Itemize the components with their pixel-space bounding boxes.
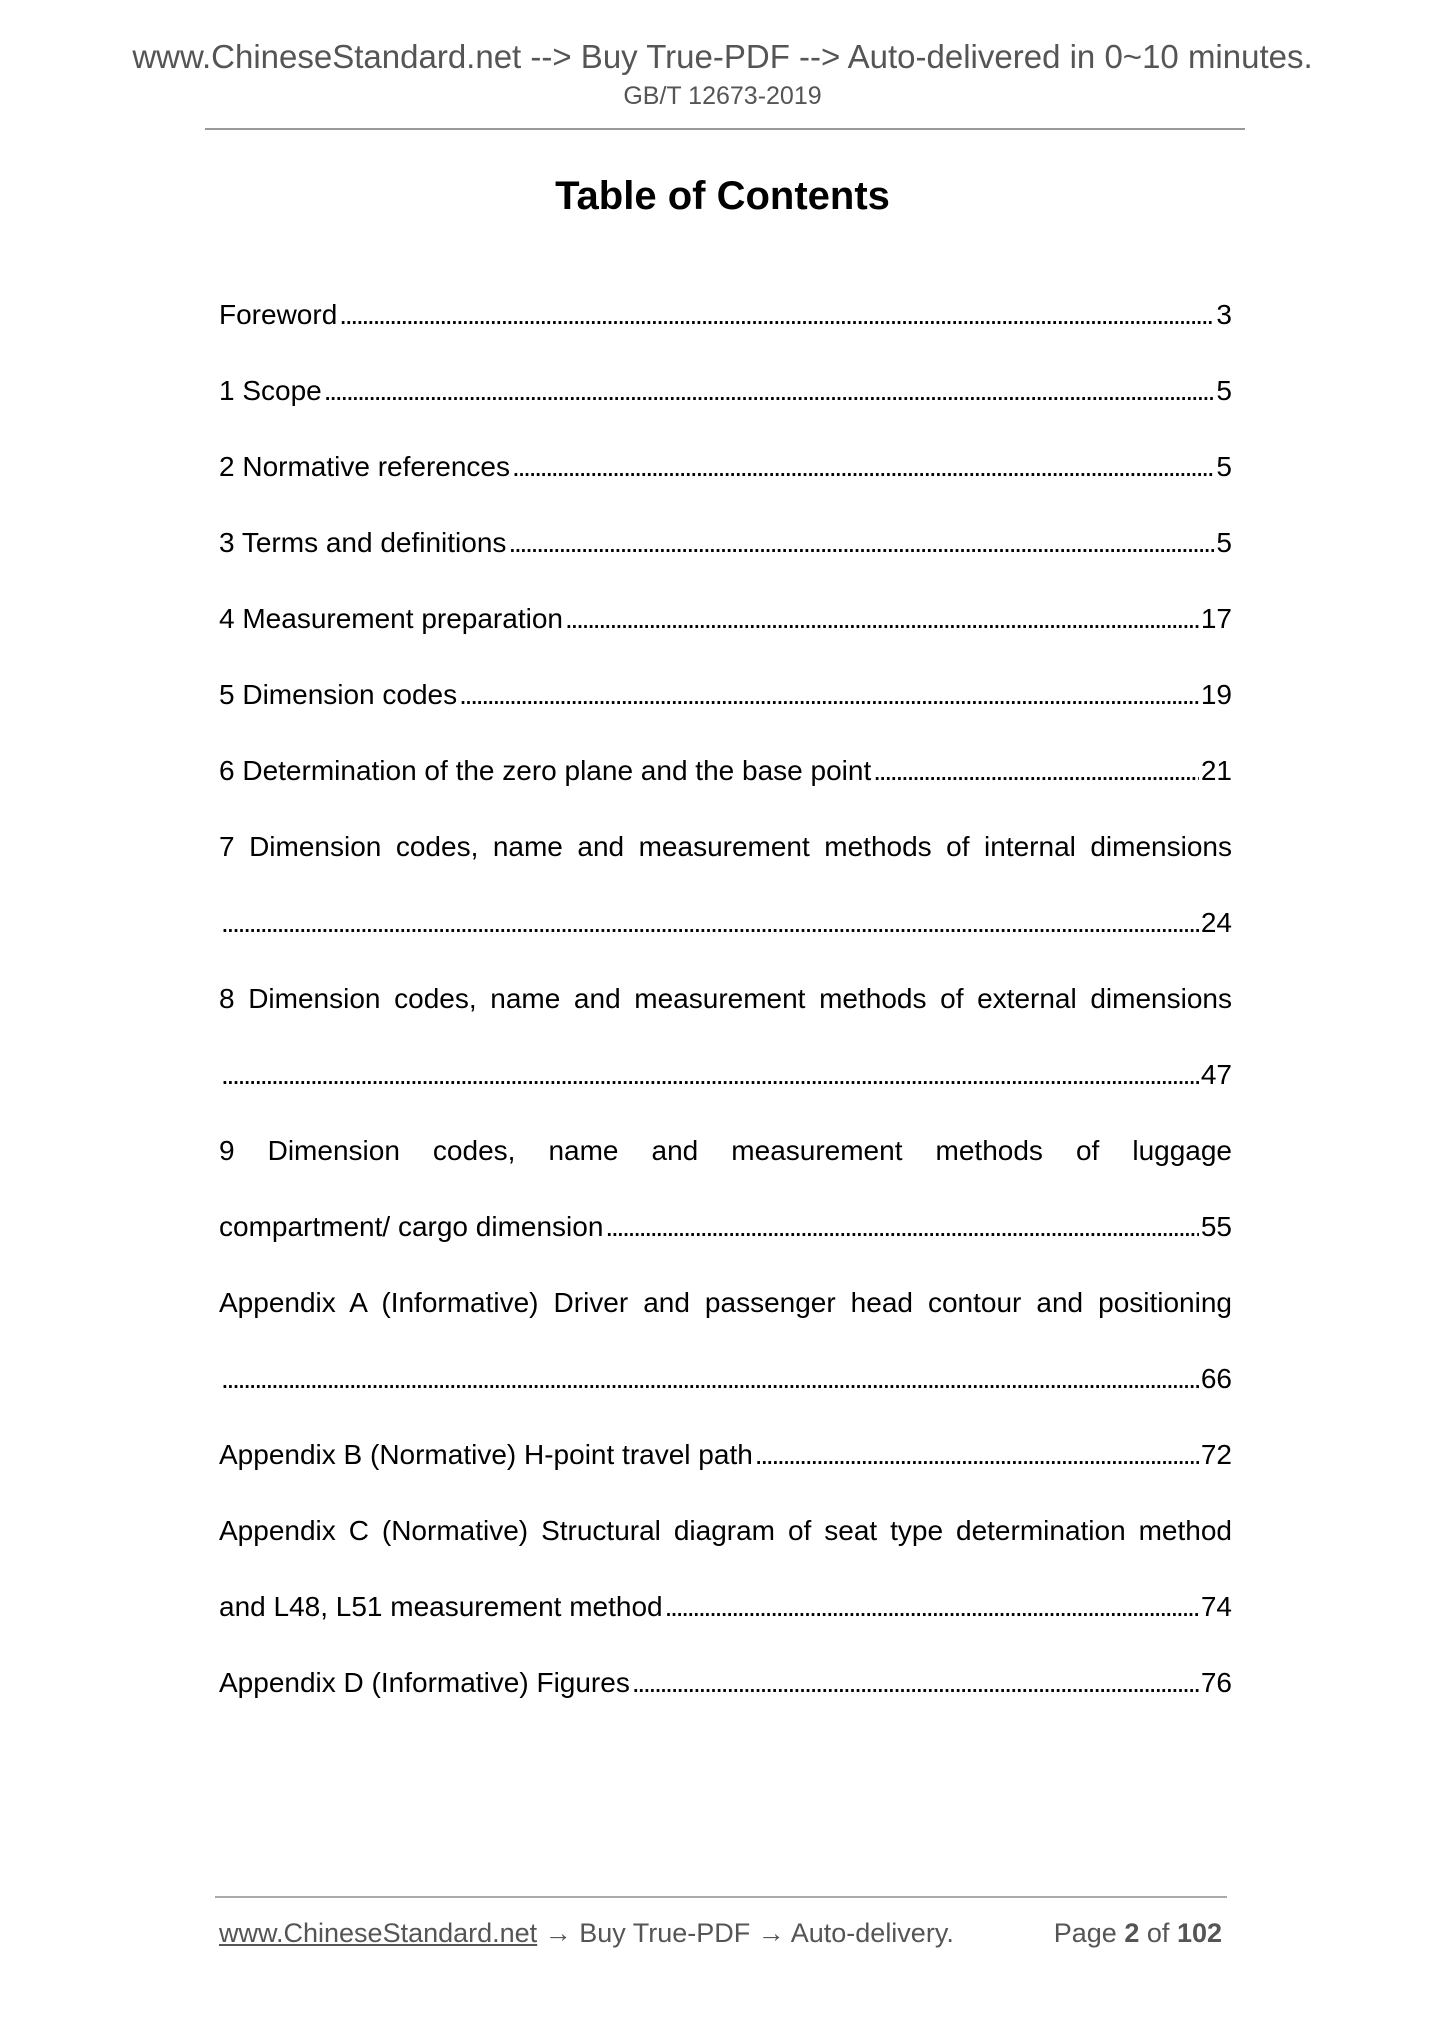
toc-entry-page: 76: [1200, 1667, 1232, 1698]
toc-entry-appendix-c-line1[interactable]: [219, 1511, 1232, 1551]
toc-entry-zero-plane[interactable]: [219, 751, 1232, 791]
toc-entry-page: 24: [1200, 907, 1232, 938]
toc-leader-dots: [221, 1359, 1199, 1399]
toc-entry-page: 3: [1216, 299, 1232, 330]
toc-entry-internal-dimensions[interactable]: [219, 903, 1232, 943]
toc-entry-title: Appendix A (Informative) Driver and passenger head contour and positioning: [219, 1287, 1232, 1318]
toc-entry-title: Foreword: [219, 299, 338, 330]
toc-entry-page: 74: [1200, 1591, 1232, 1622]
footer-link[interactable]: www.ChineseStandard.net: [219, 1918, 538, 1948]
toc-entry-page: 5: [1216, 375, 1232, 406]
toc-entry-page: 55: [1200, 1211, 1232, 1242]
toc-entry-title: compartment/ cargo dimension: [219, 1211, 604, 1242]
page-label: Page: [1053, 1918, 1117, 1948]
toc-leader-dots: [339, 295, 1214, 335]
toc-leader-dots: [459, 675, 1199, 715]
toc-leader-dots: [755, 1435, 1199, 1475]
toc-entry-title: 6 Determination of the zero plane and the base point: [219, 755, 872, 786]
toc-entry-normative-references[interactable]: [219, 447, 1232, 487]
toc-entry-title: Appendix D (Informative) Figures: [219, 1667, 630, 1698]
header-banner: www.ChineseStandard.net --> Buy True-PDF --> Auto-delivered in 0~10 minutes.: [132, 38, 1313, 75]
page-footer: [219, 1918, 1222, 1954]
toc-entry-appendix-d[interactable]: [219, 1663, 1232, 1703]
toc-entry-external-dimensions[interactable]: [219, 1055, 1232, 1095]
toc-entry-scope[interactable]: [219, 371, 1232, 411]
toc-entry-title: 4 Measurement preparation: [219, 603, 563, 634]
toc-entry-title: Appendix C (Normative) Structural diagram of seat type determination method: [219, 1515, 1232, 1546]
toc-entry-external-dimensions-line1[interactable]: [219, 979, 1232, 1019]
toc-leader-dots: [873, 751, 1199, 791]
footer-left: [219, 1918, 954, 1954]
toc-leader-dots: [324, 371, 1215, 411]
toc-entry-page: 72: [1200, 1439, 1232, 1470]
of-label: of: [1146, 1918, 1170, 1948]
toc-entry-title: 9 Dimension codes, name and measurement methods of luggage: [219, 1135, 1232, 1166]
toc-leader-dots: [508, 523, 1214, 563]
toc-entry-title: Appendix B (Normative) H-point travel path: [219, 1439, 753, 1470]
toc-entry-luggage[interactable]: [219, 1207, 1232, 1247]
toc-entry-title: and L48, L51 measurement method: [219, 1591, 663, 1622]
toc-entry-measurement-preparation[interactable]: [219, 599, 1232, 639]
toc-leader-dots: [632, 1663, 1199, 1703]
toc-entry-title: 8 Dimension codes, name and measurement methods of external dimensions: [219, 983, 1232, 1014]
toc-entry-title: 1 Scope: [219, 375, 322, 406]
toc-leader-dots: [221, 1055, 1199, 1095]
toc-entry-page: 5: [1216, 451, 1232, 482]
toc-entry-dimension-codes[interactable]: [219, 675, 1232, 715]
toc-leader-dots: [565, 599, 1199, 639]
toc-entry-title: 7 Dimension codes, name and measurement methods of internal dimensions: [219, 831, 1232, 862]
toc-entry-appendix-a-line1[interactable]: [219, 1283, 1232, 1323]
toc-entry-page: 47: [1200, 1059, 1232, 1090]
toc-entry-appendix-b[interactable]: [219, 1435, 1232, 1475]
header-divider: [205, 128, 1245, 130]
toc-entry-terms[interactable]: [219, 523, 1232, 563]
toc-entry-internal-dimensions-line1[interactable]: [219, 827, 1232, 867]
page-total: 102: [1176, 1918, 1222, 1948]
toc-entry-luggage-line1[interactable]: [219, 1131, 1232, 1171]
toc-entry-page: 5: [1216, 527, 1232, 558]
toc-entry-title: 2 Normative references: [219, 451, 511, 482]
toc-entry-appendix-c[interactable]: [219, 1587, 1232, 1627]
page-indicator: [1054, 1918, 1222, 1954]
toc-entry-page: 21: [1200, 755, 1232, 786]
toc-entry-title: 5 Dimension codes: [219, 679, 458, 710]
toc-entry-page: 17: [1200, 603, 1232, 634]
footer-divider: [215, 1896, 1227, 1898]
toc-entry-page: 66: [1200, 1363, 1232, 1394]
toc-leader-dots: [605, 1207, 1198, 1247]
toc-entry-title: 3 Terms and definitions: [219, 527, 507, 558]
toc-entry-foreword[interactable]: [219, 295, 1232, 335]
toc-leader-dots: [512, 447, 1214, 487]
toc-leader-dots: [665, 1587, 1199, 1627]
page-number: 2: [1124, 1918, 1140, 1948]
footer-tail: → Buy True-PDF → Auto-delivery.: [537, 1918, 954, 1948]
document-code: GB/T 12673-2019: [623, 82, 822, 110]
toc-entry-page: 19: [1200, 679, 1232, 710]
page-title: Table of Contents: [555, 174, 890, 218]
toc-entry-appendix-a[interactable]: [219, 1359, 1232, 1399]
toc-leader-dots: [221, 903, 1199, 943]
